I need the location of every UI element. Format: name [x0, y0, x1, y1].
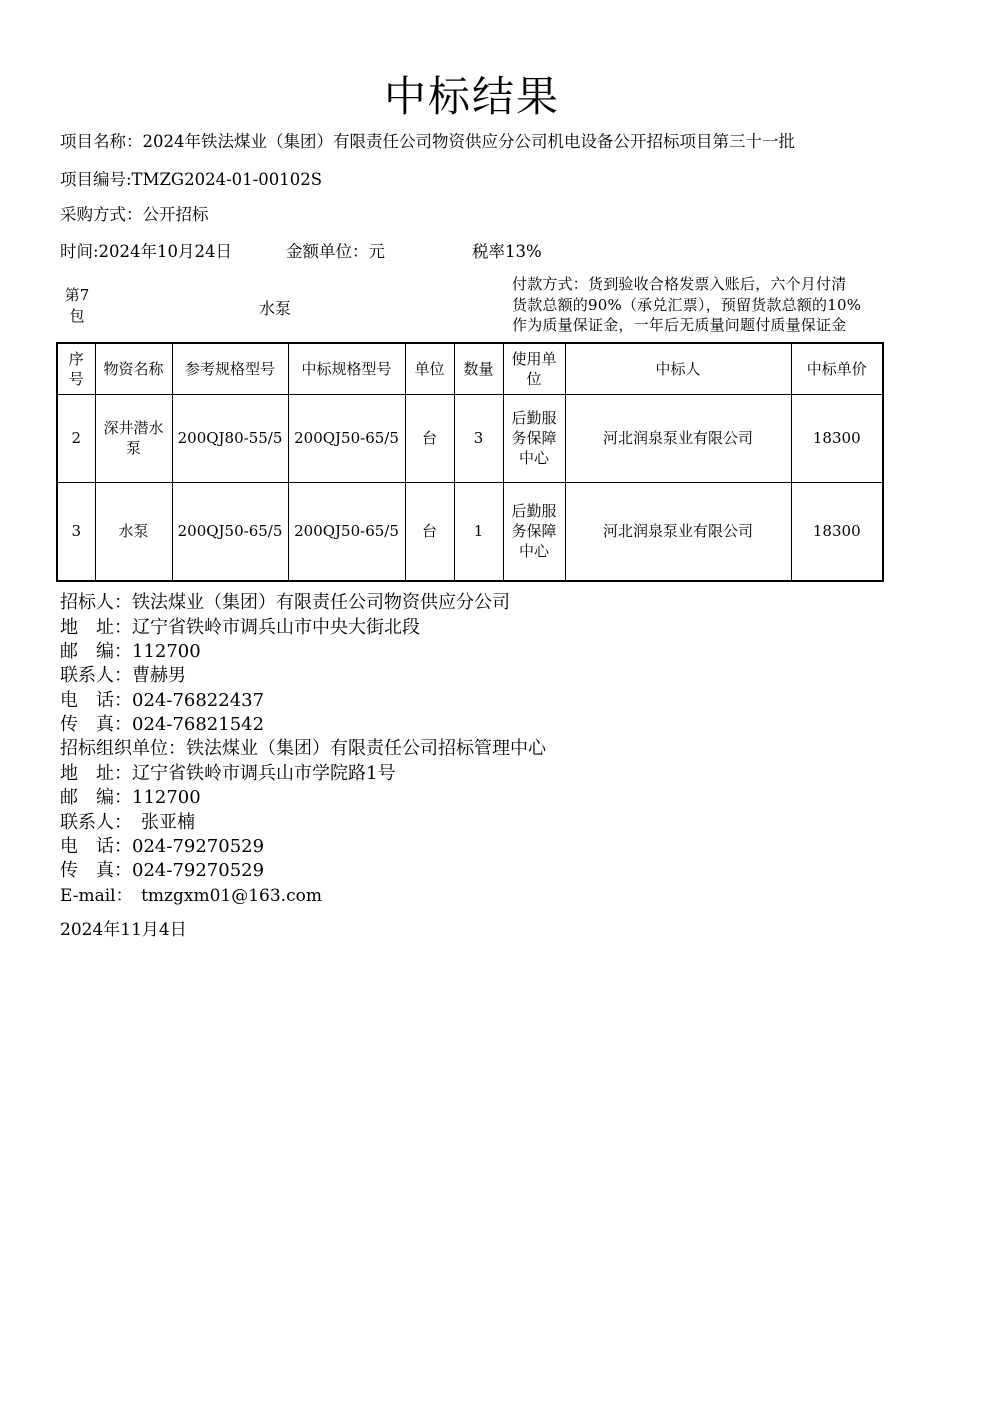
payment-line: 作为质量保证金，一年后无质量问题付质量保证金 — [512, 316, 847, 334]
cell-seq: 3 — [57, 482, 95, 581]
agency-postcode: 邮 编：112700 — [60, 787, 201, 808]
agency-fax: 传 真：024-79270529 — [60, 860, 265, 881]
package-number-line2: 包 — [69, 307, 85, 325]
header-ref-spec: 参考规格型号 — [172, 343, 288, 394]
agency-address: 地 址：辽宁省铁岭市调兵山市学院路1号 — [60, 763, 396, 784]
cell-unit: 台 — [405, 394, 454, 482]
header-material: 物资名称 — [95, 343, 172, 394]
tenderer-fax: 传 真：024-76821542 — [60, 714, 265, 735]
cell-material: 深井潜水 泵 — [95, 394, 172, 482]
header-bid-spec: 中标规格型号 — [288, 343, 405, 394]
cell-bid-spec: 200QJ50-65/5 — [288, 394, 405, 482]
agency-phone: 电 话：024-79270529 — [60, 836, 265, 857]
tenderer: 招标人：铁法煤业（集团）有限责任公司物资供应分公司 — [60, 592, 510, 613]
cell-ref-spec: 200QJ50-65/5 — [172, 482, 288, 581]
tenderer-postcode: 邮 编：112700 — [60, 641, 201, 662]
cell-price: 18300 — [791, 482, 883, 581]
cell-bid-spec: 200QJ50-65/5 — [288, 482, 405, 581]
cell-qty: 1 — [454, 482, 503, 581]
purchase-method: 采购方式：公开招标 — [60, 205, 209, 224]
tenderer-phone: 电 话：024-76822437 — [60, 690, 265, 711]
cell-winner: 河北润泉泵业有限公司 — [565, 394, 791, 482]
cell-unit: 台 — [405, 482, 454, 581]
tenderer-address: 地 址：辽宁省铁岭市调兵山市中央大街北段 — [60, 617, 420, 638]
cell-winner: 河北润泉泵业有限公司 — [565, 482, 791, 581]
table-header-row — [57, 343, 883, 394]
cell-user: 后勤服 务保障 中心 — [503, 482, 565, 581]
package-number — [62, 285, 92, 327]
page-title: 中标结果 — [383, 72, 560, 121]
cell-material: 水泵 — [95, 482, 172, 581]
tax-rate: 税率13% — [472, 242, 542, 261]
currency-unit: 金额单位：元 — [286, 242, 385, 261]
header-qty: 数量 — [454, 343, 503, 394]
table-row — [57, 482, 883, 581]
table-row — [57, 394, 883, 482]
issue-date: 2024年11月4日 — [60, 920, 187, 940]
cell-user: 后勤服 务保障 中心 — [503, 394, 565, 482]
header-price: 中标单价 — [791, 343, 883, 394]
cell-price: 18300 — [791, 394, 883, 482]
project-code: 项目编号:TMZG2024-01-00102S — [60, 170, 323, 189]
package-number-line1: 第7 — [64, 286, 90, 304]
tenderer-contact: 联系人：曹赫男 — [60, 665, 186, 686]
header-user: 使用单 位 — [503, 343, 565, 394]
header-unit: 单位 — [405, 343, 454, 394]
header-winner: 中标人 — [565, 343, 791, 394]
header-seq: 序 号 — [57, 343, 95, 394]
agency-email: E-mail： tmzgxm01@163.com — [60, 886, 322, 906]
project-name: 项目名称：2024年铁法煤业（集团）有限责任公司物资供应分公司机电设备公开招标项目第三十一批 — [60, 132, 795, 151]
payment-terms — [512, 274, 882, 336]
agency-contact: 联系人： 张亚楠 — [60, 812, 195, 833]
package-name: 水泵 — [258, 299, 291, 318]
payment-line: 货款总额的90%（承兑汇票），预留货款总额的10% — [512, 295, 862, 314]
cell-seq: 2 — [57, 394, 95, 482]
cell-ref-spec: 200QJ80-55/5 — [172, 394, 288, 482]
payment-line: 付款方式：货到验收合格发票入账后，六个月付清 — [512, 275, 847, 293]
result-table — [56, 342, 884, 582]
date: 时间:2024年10月24日 — [60, 242, 233, 261]
agency: 招标组织单位：铁法煤业（集团）有限责任公司招标管理中心 — [60, 738, 546, 759]
cell-qty: 3 — [454, 394, 503, 482]
